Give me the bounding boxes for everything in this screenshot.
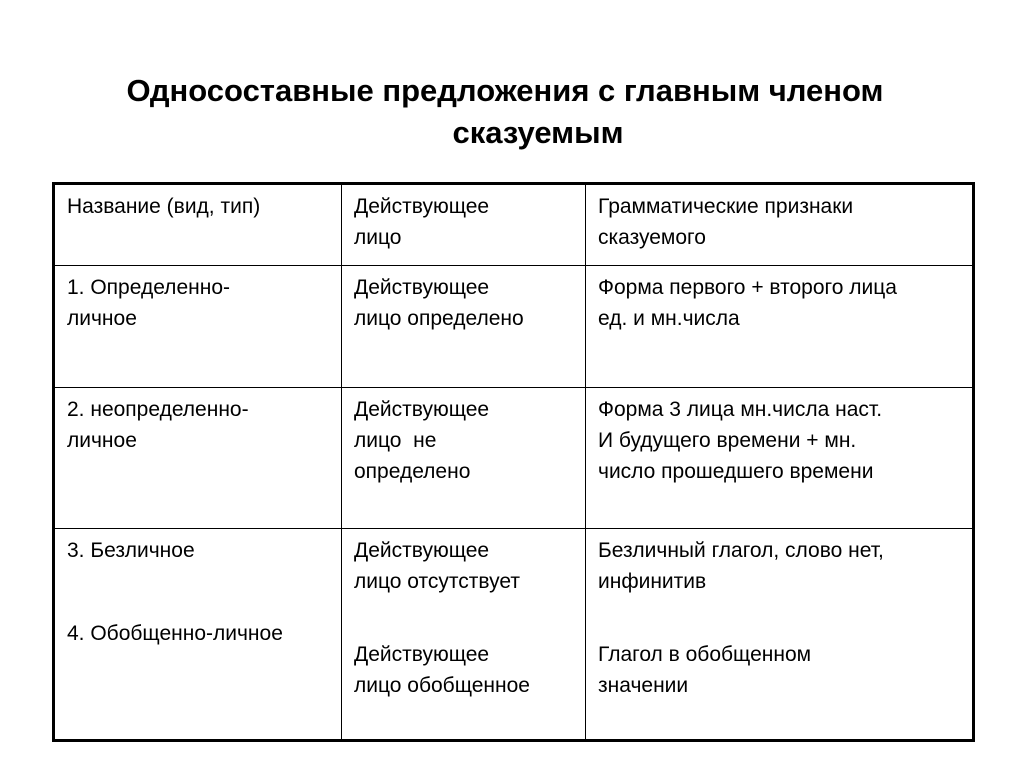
table-cell (586, 529, 974, 741)
table-row (54, 529, 974, 741)
table-cell (342, 529, 586, 741)
cell-text: значении (598, 674, 689, 697)
table-row (54, 266, 974, 388)
cell-text: Действующее (354, 195, 490, 218)
table-cell (342, 266, 586, 388)
cell-text: личное (67, 429, 137, 452)
cell-text: лицо обобщенное (354, 674, 530, 697)
cell-spacer (67, 608, 331, 618)
cell-text: Название (вид, тип) (67, 195, 261, 218)
cell-text: личное (67, 307, 137, 330)
slide-title-line-1: Односоставные предложения с главным членом (126, 73, 884, 108)
cell-text: Действующее (354, 276, 490, 299)
table-cell (586, 266, 974, 388)
table-cell (54, 388, 342, 529)
slide-title-line-2: сказуемым (452, 115, 624, 150)
cell-text: 4. Обобщенно-личное (67, 622, 283, 645)
cell-text: лицо (354, 226, 402, 249)
cell-text: Действующее (354, 643, 490, 666)
cell-text: Безличный глагол, слово нет, (598, 539, 884, 562)
cell-text: число прошедшего времени (598, 460, 874, 483)
cell-text: Действующее (354, 398, 490, 421)
cell-text: Форма первого + второго лица (598, 276, 897, 299)
cell-text: лицо не (354, 429, 437, 452)
cell-text: сказуемого (598, 226, 706, 249)
cell-text: лицо определено (354, 307, 524, 330)
cell-text: лицо отсутствует (354, 570, 520, 593)
cell-text: 1. Определенно- (67, 276, 230, 299)
table-cell (586, 388, 974, 529)
cell-text: инфинитив (598, 570, 707, 593)
cell-spacer (598, 597, 962, 639)
table-cell (54, 266, 342, 388)
table-header-row (54, 184, 974, 266)
header-cell-actor (342, 184, 586, 266)
cell-text: Грамматические признаки (598, 195, 854, 218)
cell-spacer (354, 597, 575, 639)
cell-text: ед. и мн.числа (598, 307, 740, 330)
slide-title (0, 70, 1024, 154)
header-cell-features (586, 184, 974, 266)
cell-text: Форма 3 лица мн.числа наст. (598, 398, 883, 421)
table-cell (54, 529, 342, 741)
cell-text: 3. Безличное (67, 539, 195, 562)
cell-text: 2. неопределенно- (67, 398, 249, 421)
cell-text: определено (354, 460, 471, 483)
cell-text: Действующее (354, 539, 490, 562)
cell-spacer (67, 566, 331, 608)
cell-text: Глагол в обобщенном (598, 643, 812, 666)
table-cell (342, 388, 586, 529)
header-cell-name (54, 184, 342, 266)
cell-text: И будущего времени + мн. (598, 429, 857, 452)
sentence-types-table (52, 182, 975, 742)
table-row (54, 388, 974, 529)
